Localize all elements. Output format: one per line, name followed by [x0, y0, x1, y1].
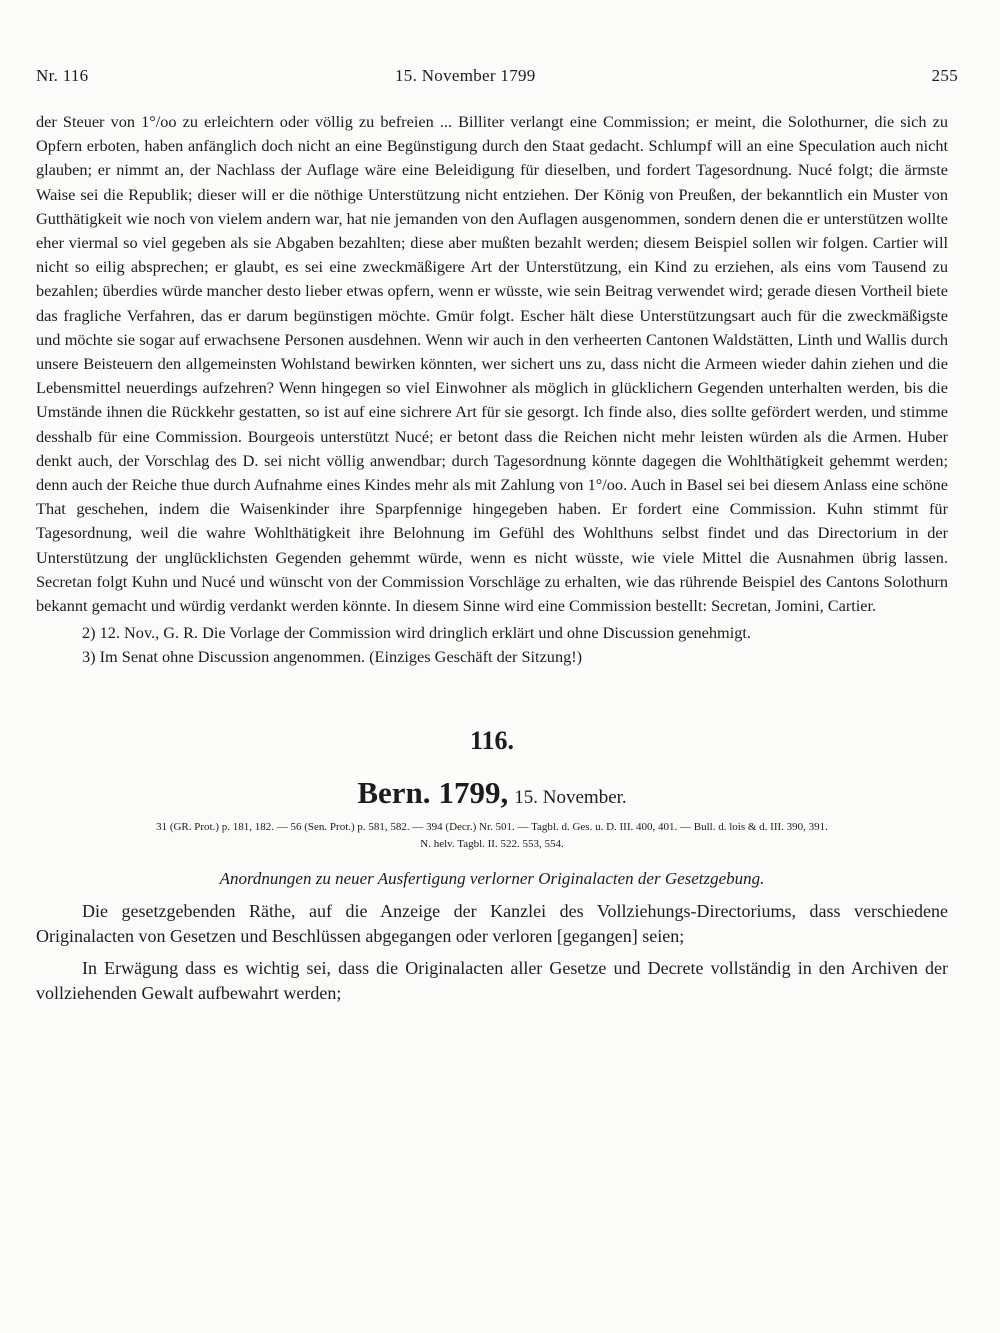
note-item: 3) Im Senat ohne Discussion angenommen. (Einziges Geschäft der Sitzung!): [82, 647, 583, 667]
document-title: Anordnungen zu neuer Ausfertigung verlorner Originalacten der Gesetzgebung.: [219, 868, 765, 888]
document-paragraph: In Erwägung dass es wichtig sei, dass die Originalacten aller Gesetze und Decrete vollständig in den Archiven der vollziehenden Gewalt aufbewahrt werden;: [36, 957, 948, 1003]
document-number: 116.: [469, 725, 515, 755]
session-notes: [36, 621, 948, 669]
page-body: [36, 110, 948, 1013]
source-line: N. helv. Tagbl. II. 522. 553, 554.: [420, 837, 564, 850]
header-date: 15. November 1799: [395, 66, 536, 85]
document-text: [36, 899, 948, 1006]
document-dateline: [36, 776, 948, 815]
page-number: 255: [931, 66, 958, 85]
note-item: 2) 12. Nov., G. R. Die Vorlage der Commission wird dringlich erklärt und ohne Discussion genehmigt.: [82, 623, 751, 643]
dateline-day: 15. November.: [514, 786, 627, 808]
source-references: [36, 819, 948, 853]
dateline-year: 1799,: [438, 774, 509, 810]
source-line: 31 (GR. Prot.) p. 181, 182. — 56 (Sen. Prot.) p. 581, 582. — 394 (Decr.) Nr. 501. — Tagbl. d. Ges. u. D. III. 400, 401. — Bull. d. lois & d. III. 390, 391.: [156, 820, 828, 833]
running-header: [36, 66, 958, 96]
document-paragraph: Die gesetzgebenden Räthe, auf die Anzeige der Kanzlei des Vollziehungs-Directoriums, dass verschiedene Originalacten von Gesetzen und Beschlüssen abgegangen oder verloren [gegangen] seien;: [36, 900, 948, 946]
dateline-place: Bern.: [357, 774, 431, 810]
header-doc-number: Nr. 116: [36, 66, 89, 85]
continuation-paragraph: der Steuer von 1°/oo zu erleichtern oder völlig zu befreien ... Billiter verlangt eine Commission; er meint, die Solothurner, die sich zu Opfern erboten, haben anfänglich doch nicht an eine Begünstigung durch den Staat gedacht. Schlumpf will an eine Speculation auch nicht glauben; er nimmt an, der Nachlass der Auflage wäre eine Beleidigung für dieselben, und fordert Tagesordnung. Nucé folgt; die ärmste Waise sei die Republik; dieser will er die nöthige Unterstützung nicht entziehen. Der König von Preußen, der bekanntlich ein Muster von Gutthätigkeit wie noch von vielem andern war, hat nie jemanden von den Auflagen ausgenommen, sondern denen die er unterstützen wollte eher viermal so viel gegeben als sie Abgaben bezahlten; diese aber mußten bezahlt werden; diesem Beispiel sollen wir folgen. Cartier will nicht so eilig absprechen; er glaubt, es sei eine zweckmäßigere Art der Unterstützung, ein Kind zu erziehen, als eins vom Tausend zu bezahlen; überdies würde mancher desto lieber etwas opfern, wenn er wüsste, wie sein Beitrag verwendet wird; gerade diesen Vortheil biete das fragliche Verfahren, das er darum begünstigen möchte. Gmür folgt. Escher hält diese Unterstützungsart auch für die zweckmäßigste und möchte sie sogar auf erwachsene Personen ausdehnen. Wenn wir auch in den verheerten Cantonen Waldstätten, Linth und Wallis durch unsere Beisteuern den allgemeinsten Wohlstand bewirken könnten, wer sichert uns zu, dass nicht die Armeen wieder dahin ziehen und die Lebensmittel neuerdings aufzehren? Wenn hingegen so viel Einwohner als möglich in glücklichern Gegenden unterhalten werden, bis die Umstände ihnen die Rückkehr gestatten, so ist auf eine sichrere Art für sie gesorgt. Ich finde also, dies sollte gefördert werden, und stimme desshalb für eine Commission. Bourgeois unterstützt Nucé; er betont dass die Reichen nicht mehr leisten würden als die Armen. Huber denkt auch, der Vorschlag des D. sei nicht völlig anwendbar; durch Tagesordnung könnte dagegen die Wohlthätigkeit gehemmt werden; denn auch der Reiche thue durch Aufnahme eines Kindes mehr als mit Zahlung von 1°/oo. Auch in Basel sei bei diesem Anlass eine schöne That geschehen, indem die Waisenkinder ihre Sparpfennige hingegeben haben. Er fordert eine Commission. Kuhn stimmt für Tagesordnung, weil die wahre Wohlthätigkeit ihre Belohnung im Gefühl des Wohlthuns selbst findet und das Directorium in der Unterstützung der unglücklichsten Gegenden gehemmt würde, wenn es nicht wüsste, wie viele Mittel die Ausnahmen übrig lassen. Secretan folgt Kuhn und Nucé und wünscht von der Commission Vorschläge zu erhalten, wie das rührende Beispiel des Cantons Solothurn bekannt gemacht und würdig verdankt werden könnte. In diesem Sinne wird eine Commission bestellt: Secretan, Jomini, Cartier.: [36, 112, 948, 616]
